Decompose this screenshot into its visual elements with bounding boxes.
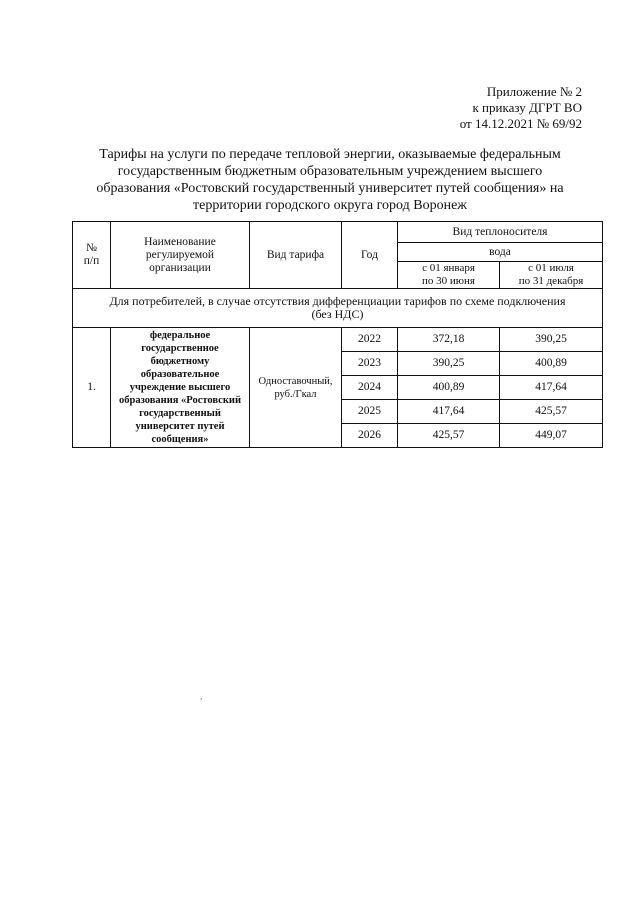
- year-cell: 2023: [342, 352, 398, 376]
- header-tariff-type: Вид тарифа: [250, 222, 342, 289]
- title-line: территории городского округа город Воронеж: [193, 198, 467, 213]
- title-line: Тарифы на услуги по передаче тепловой энергии, оказываемые федеральным: [99, 147, 561, 162]
- tariff-second-half: 390,25: [500, 328, 603, 352]
- tariff-first-half: 400,89: [398, 376, 500, 400]
- org-line: образовательное: [140, 369, 220, 380]
- header-text: с 01 января: [422, 262, 475, 274]
- org-line: государственное: [141, 343, 219, 354]
- tariff-table: [72, 221, 603, 448]
- tariff-second-half: 417,64: [500, 376, 603, 400]
- section-text: Для потребителей, в случае отсутствия дифференциации тарифов по схеме подключения: [109, 294, 566, 308]
- table-row: [73, 328, 603, 352]
- entry-number: 1.: [73, 328, 111, 448]
- header-text: по 31 декабря: [518, 275, 584, 287]
- header-carrier: Вид теплоносителя: [398, 222, 603, 243]
- header-text: организации: [149, 261, 211, 274]
- tariff-first-half: 390,25: [398, 352, 500, 376]
- org-line: бюджетному: [150, 356, 210, 367]
- appendix-line: Приложение № 2: [486, 84, 582, 99]
- tariff-second-half: 400,89: [500, 352, 603, 376]
- tariff-second-half: 449,07: [500, 424, 603, 448]
- org-line: университет путей: [135, 421, 225, 432]
- stray-mark: ,: [200, 691, 203, 701]
- section-row: [73, 289, 603, 328]
- entry-organization: [111, 328, 250, 448]
- header-text: по 30 июня: [422, 275, 475, 287]
- appendix-line: к приказу ДГРТ ВО: [472, 100, 582, 115]
- appendix-line: от 14.12.2021 № 69/92: [459, 116, 582, 131]
- header-year: Год: [342, 222, 398, 289]
- section-text: (без НДС): [311, 307, 364, 321]
- header-text: Наименование: [144, 235, 216, 248]
- tariff-type-line: Одноставочный,: [258, 375, 333, 387]
- org-line: государственный: [139, 408, 221, 419]
- header-text: с 01 июля: [528, 262, 574, 274]
- year-cell: 2025: [342, 400, 398, 424]
- appendix-reference: [460, 84, 582, 132]
- header-text: №: [86, 242, 97, 254]
- entry-tariff-type: [250, 328, 342, 448]
- header-water: вода: [398, 243, 603, 262]
- org-line: федеральное: [149, 330, 211, 341]
- tariff-type-line: руб./Гкал: [274, 388, 317, 400]
- year-cell: 2024: [342, 376, 398, 400]
- header-text: п/п: [83, 255, 100, 267]
- header-row: [73, 222, 603, 243]
- header-period-first-half: [398, 262, 500, 289]
- header-text: регулируемой: [145, 248, 215, 261]
- title-line: государственным бюджетным образовательным учреждением высшего: [117, 164, 543, 179]
- section-caption: [73, 289, 603, 328]
- tariff-first-half: 372,18: [398, 328, 500, 352]
- tariff-first-half: 417,64: [398, 400, 500, 424]
- year-cell: 2022: [342, 328, 398, 352]
- org-line: образования «Ростовский: [119, 395, 241, 406]
- org-line: учреждение высшего: [129, 382, 231, 393]
- document-title: [70, 146, 590, 214]
- title-line: образования «Ростовский государственный университет путей сообщения» на: [96, 181, 564, 196]
- header-number: [73, 222, 111, 289]
- header-organization: [111, 222, 250, 289]
- year-cell: 2026: [342, 424, 398, 448]
- org-line: сообщения»: [151, 434, 209, 445]
- tariff-second-half: 425,57: [500, 400, 603, 424]
- header-period-second-half: [500, 262, 603, 289]
- tariff-first-half: 425,57: [398, 424, 500, 448]
